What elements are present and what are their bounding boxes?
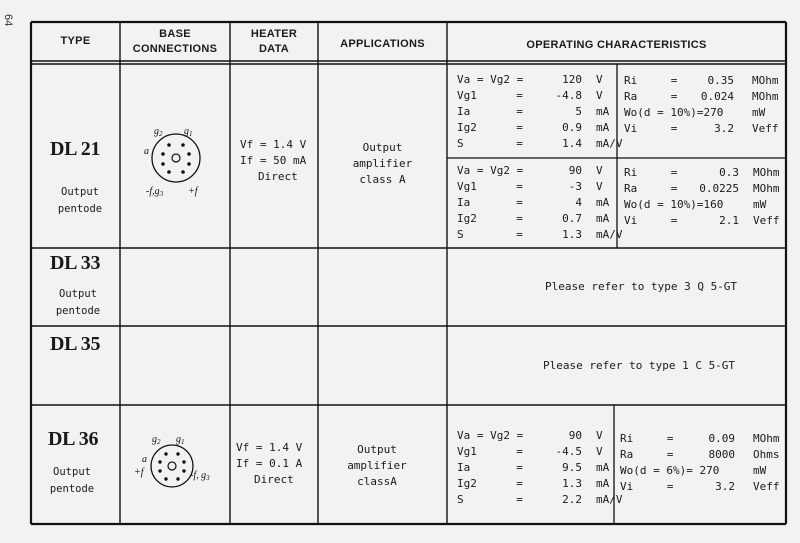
pin-label-f-left: $-f,g_3$	[146, 186, 164, 198]
pin-label-g1: $g_1$	[176, 434, 185, 446]
header-heater-data	[230, 27, 318, 57]
table-row	[624, 104, 779, 120]
desc-dl33-line2: pentode	[55, 305, 101, 317]
table-row	[457, 87, 623, 103]
unit: Ohms	[753, 447, 780, 461]
unit: Veff	[752, 121, 779, 135]
base-pins	[161, 143, 191, 174]
pin	[176, 477, 179, 480]
value: -4.8	[555, 88, 582, 102]
base-diagram-dl21	[138, 118, 218, 198]
type-dl33: DL 33	[50, 252, 101, 274]
table-row	[457, 178, 623, 194]
pin	[161, 162, 165, 166]
value: 0.3	[719, 165, 739, 179]
refer-dl35: Please refer to type 1 C 5-GT	[543, 359, 736, 372]
unit: V	[596, 72, 603, 86]
param: Ri	[624, 165, 638, 179]
pin-label-g1: $g_1$	[184, 126, 193, 138]
param: Vi	[624, 121, 638, 135]
base-outline	[151, 445, 193, 487]
value: 3.2	[715, 479, 735, 493]
unit: mA/V	[596, 227, 623, 241]
param: Wo(d = 6%)= 270	[620, 463, 720, 477]
base-center	[168, 462, 176, 470]
param: Ra	[620, 447, 634, 461]
equals: =	[516, 136, 523, 150]
refer-dl33: Please refer to type 3 Q 5-GT	[545, 280, 738, 293]
param: S	[457, 492, 464, 506]
dl21-set2-primary	[457, 162, 603, 178]
pin-label-g2: $g_2$	[154, 126, 163, 138]
table-row	[457, 210, 623, 226]
desc-dl33-line1: Output	[59, 288, 97, 300]
unit: mW	[752, 105, 766, 119]
equals: =	[670, 73, 678, 87]
applications-dl36-line3: classA	[357, 475, 397, 488]
dl36-list	[457, 443, 623, 507]
value: 0.0225	[699, 181, 739, 195]
applications-dl21-line3: class A	[359, 173, 406, 186]
unit: V	[596, 179, 603, 193]
equals: =	[516, 211, 523, 225]
desc-dl21-line1: Output	[61, 186, 99, 198]
applications-dl36	[318, 442, 436, 490]
param: Vg1	[457, 444, 477, 458]
unit: Veff	[753, 213, 780, 227]
header-heater-line1: HEATER	[250, 28, 298, 40]
value: -4.5	[555, 444, 582, 458]
table-row	[457, 443, 623, 459]
value: 1.3	[562, 227, 582, 241]
param: Wo(d = 10%)=160	[624, 197, 724, 211]
param: Ig2	[457, 476, 477, 490]
pin	[164, 477, 167, 480]
value: 5	[575, 104, 582, 118]
header-heater-line2: DATA	[258, 43, 290, 55]
unit: MOhm	[752, 73, 779, 87]
pin-label-f-right: +f	[188, 186, 198, 197]
param: Ri	[620, 431, 634, 445]
table-row	[620, 478, 780, 494]
table-row	[457, 194, 623, 210]
header-base-line2: CONNECTIONS	[132, 43, 218, 55]
table-row	[624, 212, 780, 228]
param: Ig2	[457, 211, 477, 225]
unit: mW	[753, 197, 767, 211]
table-row	[624, 180, 780, 196]
heater-dl21-if: If = 50 mA	[240, 154, 307, 167]
applications-dl36-line2: amplifier	[347, 459, 407, 472]
heater-dl21	[240, 137, 318, 185]
pin	[176, 452, 179, 455]
unit: MOhm	[753, 165, 780, 179]
value: 2.2	[562, 492, 582, 506]
desc-dl33	[38, 286, 118, 320]
param: Ri	[624, 73, 638, 87]
param: Vi	[620, 479, 634, 493]
base-center	[172, 154, 180, 162]
table-row	[624, 88, 779, 104]
heater-dl21-type: Direct	[258, 170, 298, 183]
value: 0.35	[707, 73, 734, 87]
applications-dl36-line1: Output	[357, 443, 397, 456]
equals: =	[516, 179, 523, 193]
param: Va = Vg2 =	[457, 428, 524, 442]
param: Vi	[624, 213, 638, 227]
dl21-set1-right	[624, 72, 779, 136]
pin	[182, 469, 185, 472]
heater-dl36-vf: Vf = 1.4 V	[236, 441, 303, 454]
param: Wo(d = 10%)=270	[624, 105, 724, 119]
unit: mA/V	[596, 136, 623, 150]
value: 0.09	[708, 431, 735, 445]
value: 8000	[708, 447, 735, 461]
param: Ra	[624, 181, 638, 195]
table-row	[457, 491, 623, 507]
table-row	[620, 446, 780, 462]
unit: mA	[596, 195, 610, 209]
value: 3.2	[714, 121, 734, 135]
unit: mA	[596, 104, 610, 118]
param: Ia	[457, 195, 471, 209]
equals: =	[666, 479, 674, 493]
value: 1.4	[562, 136, 582, 150]
unit: MOhm	[753, 181, 780, 195]
applications-dl21	[318, 140, 447, 188]
unit: mW	[753, 463, 767, 477]
type-dl36: DL 36	[48, 428, 99, 450]
table-row	[624, 120, 779, 136]
value: 1.3	[562, 476, 582, 490]
heater-dl36-if: If = 0.1 A	[236, 457, 303, 470]
dl21-set1-list	[457, 87, 623, 151]
heater-dl36	[236, 440, 318, 488]
equals: =	[666, 431, 674, 445]
pin-label-f-left: +f	[134, 467, 144, 478]
equals: =	[666, 447, 674, 461]
heater-dl36-type: Direct	[254, 473, 294, 486]
dl21-set2-right	[624, 164, 780, 228]
unit: MOhm	[752, 89, 779, 103]
desc-dl36-line1: Output	[53, 466, 91, 478]
table-row	[624, 164, 780, 180]
base-diagram-dl36	[130, 430, 220, 494]
unit: V	[596, 444, 603, 458]
unit: mA	[596, 460, 610, 474]
pin-label-f-right: -f, $g_3$	[190, 470, 210, 482]
table-row	[624, 72, 779, 88]
table-row	[457, 427, 603, 443]
applications-dl21-line2: amplifier	[352, 157, 413, 170]
desc-dl36	[32, 464, 112, 498]
pin-label-a: a	[142, 454, 147, 465]
dl36-right	[620, 430, 780, 494]
value: 0.9	[562, 120, 582, 134]
pin	[158, 460, 161, 463]
unit: Veff	[753, 479, 780, 493]
param: Va = Vg2 =	[457, 163, 524, 177]
pin	[164, 452, 167, 455]
page-number: 64	[2, 14, 14, 27]
value: 2.1	[719, 213, 739, 227]
equals: =	[516, 195, 523, 209]
equals: =	[670, 181, 678, 195]
value: 90	[568, 163, 582, 177]
param: S	[457, 136, 464, 150]
unit: MOhm	[753, 431, 780, 445]
base-pins	[158, 452, 185, 480]
param: Ra	[624, 89, 638, 103]
equals: =	[670, 213, 678, 227]
desc-dl21-line2: pentode	[57, 203, 103, 215]
dl21-set2-list	[457, 178, 623, 242]
table-row	[457, 475, 623, 491]
pin	[161, 152, 165, 156]
pin	[167, 143, 171, 147]
pin	[187, 152, 191, 156]
desc-dl21	[40, 184, 120, 218]
unit: V	[596, 163, 603, 177]
type-dl21: DL 21	[50, 138, 101, 160]
table-row	[620, 430, 780, 446]
pin	[181, 170, 185, 174]
unit: V	[596, 88, 603, 102]
type-dl35: DL 35	[50, 333, 101, 355]
value: 9.5	[562, 460, 582, 474]
base-outline	[152, 134, 200, 182]
unit: V	[596, 428, 603, 442]
equals: =	[670, 165, 678, 179]
value: 120	[562, 72, 582, 86]
equals: =	[516, 492, 523, 506]
param: Va = Vg2 =	[457, 72, 524, 86]
pin	[187, 162, 191, 166]
unit: mA	[596, 476, 610, 490]
param: Vg1	[457, 88, 477, 102]
param: S	[457, 227, 464, 241]
equals: =	[516, 104, 523, 118]
unit: mA	[596, 211, 610, 225]
table-row	[457, 459, 623, 475]
equals: =	[516, 476, 523, 490]
applications-dl21-line1: Output	[362, 141, 403, 154]
table-row	[624, 196, 780, 212]
pin-label-a: a	[144, 146, 149, 157]
pin	[181, 143, 185, 147]
value: 0.024	[700, 89, 734, 103]
pin	[158, 469, 161, 472]
dl36-primary	[457, 427, 603, 443]
equals: =	[670, 121, 678, 135]
value: 0.7	[562, 211, 582, 225]
table-row	[457, 162, 603, 178]
param: Ia	[457, 104, 471, 118]
param: Vg1	[457, 179, 477, 193]
header-operating-characteristics: OPERATING CHARACTERISTICS	[526, 39, 707, 51]
equals: =	[516, 120, 523, 134]
equals: =	[516, 88, 523, 102]
table-row	[457, 103, 623, 119]
pin	[182, 460, 185, 463]
equals: =	[516, 460, 523, 474]
header-base-line1: BASE	[159, 28, 191, 40]
pin	[167, 170, 171, 174]
table-row	[457, 119, 623, 135]
table-row	[457, 135, 623, 151]
header-type: TYPE	[60, 35, 91, 47]
unit: mA/V	[596, 492, 623, 506]
param: Ig2	[457, 120, 477, 134]
header-base-connections	[120, 27, 230, 57]
dl21-set1-primary	[457, 71, 603, 87]
value: 90	[568, 428, 582, 442]
table-row	[620, 462, 780, 478]
table-row	[457, 226, 623, 242]
equals: =	[516, 444, 523, 458]
param: Ia	[457, 460, 471, 474]
value: 4	[575, 195, 582, 209]
equals: =	[670, 89, 678, 103]
desc-dl36-line2: pentode	[49, 483, 95, 495]
header-applications: APPLICATIONS	[340, 38, 425, 50]
pin-label-g2: $g_2$	[152, 434, 161, 446]
table-row	[457, 71, 603, 87]
value: -3	[568, 179, 582, 193]
equals: =	[516, 227, 523, 241]
heater-dl21-vf: Vf = 1.4 V	[240, 138, 307, 151]
unit: mA	[596, 120, 610, 134]
